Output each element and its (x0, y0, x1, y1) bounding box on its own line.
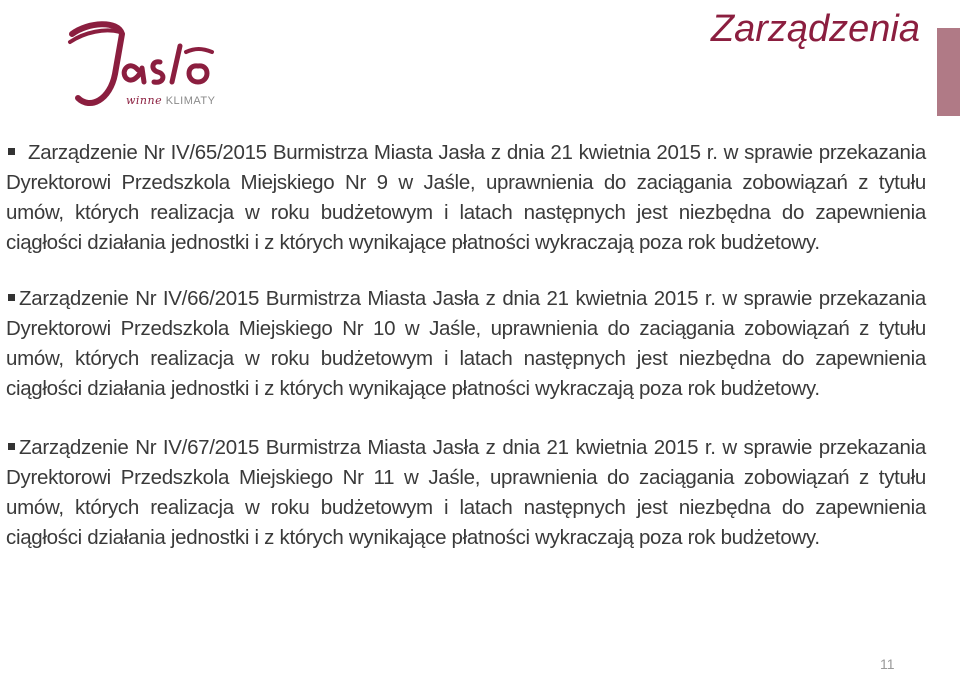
logo-tagline (126, 94, 215, 107)
page-title: Zarządzenia (710, 8, 920, 50)
list-item (6, 433, 926, 553)
bullet-icon (8, 148, 15, 155)
bullet-icon (8, 443, 15, 450)
logo-tagline-text: KLIMATY (165, 95, 216, 107)
logo-tagline-italic: winne (126, 94, 163, 107)
list-item-text: Zarządzenie Nr IV/67/2015 Burmistrza Miasta Jasła z dnia 21 kwietnia 2015 r. w sprawie przekazania Dyrektorowi Przedszkola Miejskiego Nr 11 w Jaśle, uprawnienia do zaciągania zobowiązań z tytułu umów, których realizacja w roku budżetowym i latach następnych jest niezbędna do zapewnienia ciągłości działania jednostki i z których wynikające płatności wykraczają poza rok budżetowy. (6, 436, 926, 549)
accent-bar (937, 28, 960, 116)
jaslo-logo (60, 12, 235, 122)
order-list (6, 138, 926, 582)
list-item-text: Zarządzenie Nr IV/66/2015 Burmistrza Miasta Jasła z dnia 21 kwietnia 2015 r. w sprawie przekazania Dyrektorowi Przedszkola Miejskiego Nr 10 w Jaśle, uprawnienia do zaciągania zobowiązań z tytułu umów, których realizacja w roku budżetowym i latach następnych jest niezbędna do zapewnienia ciągłości działania jednostki i z których wynikające płatności wykraczają poza rok budżetowy. (6, 287, 926, 400)
list-item (6, 138, 926, 258)
list-item-text: Zarządzenie Nr IV/65/2015 Burmistrza Miasta Jasła z dnia 21 kwietnia 2015 r. w sprawie przekazania Dyrektorowi Przedszkola Miejskiego Nr 9 w Jaśle, uprawnienia do zaciągania zobowiązań z tytułu umów, których realizacja w roku budżetowym i latach następnych jest niezbędna do zapewnienia ciągłości działania jednostki i z których wynikające płatności wykraczają poza rok budżetowy. (6, 141, 926, 254)
page-number: 11 (880, 656, 895, 672)
bullet-icon (8, 294, 15, 301)
list-item (6, 284, 926, 404)
